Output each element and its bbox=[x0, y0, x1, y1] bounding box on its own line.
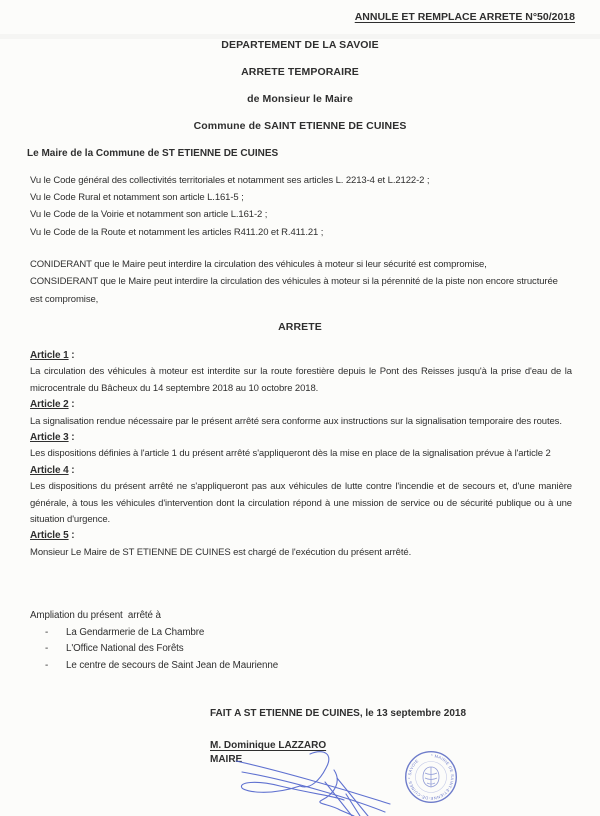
considerant-paragraph: CONIDERANT que le Maire peut interdire la circulation des véhicules à moteur si leur sécurité est compromise, bbox=[30, 259, 487, 270]
recipient-text: Le centre de secours de Saint Jean de Maurienne bbox=[66, 659, 279, 671]
header-title: ARRETE TEMPORAIRE bbox=[241, 66, 359, 78]
signatory-name: M. Dominique LAZZARO bbox=[210, 740, 327, 751]
top-note: ANNULE ET REMPLACE ARRETE N°50/2018 bbox=[354, 11, 575, 23]
article-colon: : bbox=[68, 464, 75, 476]
article-label: Article 2 bbox=[30, 399, 69, 411]
official-stamp bbox=[403, 749, 459, 805]
visa-line: Vu le Code de la Route et notamment les articles R411.20 et R.411.21 ; bbox=[30, 226, 324, 238]
visa-line: Vu le Code général des collectivités territoriales et notamment ses articles L. 2213-4 et L.2122-2 ; bbox=[30, 175, 430, 186]
article-3-heading bbox=[30, 430, 572, 446]
article-2-body: La signalisation rendue nécessaire par le présent arrêté sera conforme aux instructions sur la signalisation temporaire des routes. bbox=[30, 415, 562, 427]
footer-place-date: FAIT A ST ETIENNE DE CUINES, le 13 septembre 2018 bbox=[210, 708, 467, 719]
article-4-body: Les dispositions du présent arrêté ne s'appliqueront pas aux véhicules de lutte contre l'incendie et de secours et, d'une manière générale, à tous les véhicules d'intervention dont la circulation répond à une mission de service ou de sécurité publique ou à une situation d'urgence. bbox=[30, 481, 572, 526]
article-colon: : bbox=[68, 530, 75, 542]
recipient-text: L'Office National des Forêts bbox=[66, 643, 184, 655]
visa-line: Vu le Code Rural et notamment son article L.161-5 ; bbox=[30, 192, 244, 204]
recipient-text: La Gendarmerie de La Chambre bbox=[66, 626, 205, 638]
dash-bullet-icon: - bbox=[45, 626, 49, 638]
article-4-heading bbox=[30, 463, 572, 479]
stamp-emblem bbox=[423, 767, 439, 787]
ampliation-block bbox=[30, 608, 572, 674]
article-2-heading bbox=[30, 397, 572, 413]
opening-line: Le Maire de la Commune de ST ETIENNE DE CUINES bbox=[27, 148, 279, 159]
article-colon: : bbox=[68, 432, 75, 444]
articles-block bbox=[30, 348, 572, 561]
article-label: Article 3 bbox=[30, 432, 69, 444]
header-subtitle: de Monsieur le Maire bbox=[247, 93, 353, 105]
signatory-title: MAIRE bbox=[210, 754, 243, 765]
section-title: ARRETE bbox=[278, 321, 322, 333]
article-label: Article 1 bbox=[30, 350, 69, 361]
visa-block bbox=[30, 172, 572, 241]
dash-bullet-icon: - bbox=[45, 643, 49, 655]
article-colon: : bbox=[68, 399, 75, 411]
article-label: Article 5 bbox=[30, 530, 69, 542]
signature-scribble bbox=[222, 748, 397, 816]
article-3-body: Les dispositions définies à l'article 1 du présent arrêté s'appliqueront dès la mise en place de la signalisation prévue à l'article 2 bbox=[30, 448, 551, 460]
article-colon: : bbox=[68, 350, 75, 361]
visa-line: Vu le Code de la Voirie et notamment son article L.161-2 ; bbox=[30, 209, 268, 221]
list-item bbox=[30, 641, 572, 658]
article-1-heading bbox=[30, 348, 572, 364]
list-item bbox=[30, 625, 572, 642]
article-5-heading bbox=[30, 528, 572, 544]
article-5-body: Monsieur Le Maire de ST ETIENNE DE CUINES est chargé de l'exécution du présent arrêté. bbox=[30, 546, 412, 558]
dash-bullet-icon: - bbox=[45, 659, 49, 671]
stamp-ring-text: * MAIRIE DE SAINT-ETIENNE-DE-CUINES * SAVOIE bbox=[406, 752, 456, 802]
article-1-body: La circulation des véhicules à moteur est interdite sur la route forestière depuis le Pont des Reisses jusqu'à la prise d'eau de la microcentrale du Bâcheux du 14 septembre 2018 au 10 octobre 2018. bbox=[30, 366, 572, 394]
header-commune: Commune de SAINT ETIENNE DE CUINES bbox=[193, 120, 407, 132]
ampliation-intro: Ampliation du présent arrêté à bbox=[30, 610, 161, 621]
considerant-block bbox=[30, 256, 572, 308]
header-department: DEPARTEMENT DE LA SAVOIE bbox=[221, 39, 379, 51]
article-label: Article 4 bbox=[30, 464, 69, 476]
list-item bbox=[30, 658, 572, 675]
considerant-paragraph: CONSIDERANT que le Maire peut interdire la circulation des véhicules à moteur si la pérennité de la piste non encore structurée est compromise, bbox=[30, 276, 558, 305]
